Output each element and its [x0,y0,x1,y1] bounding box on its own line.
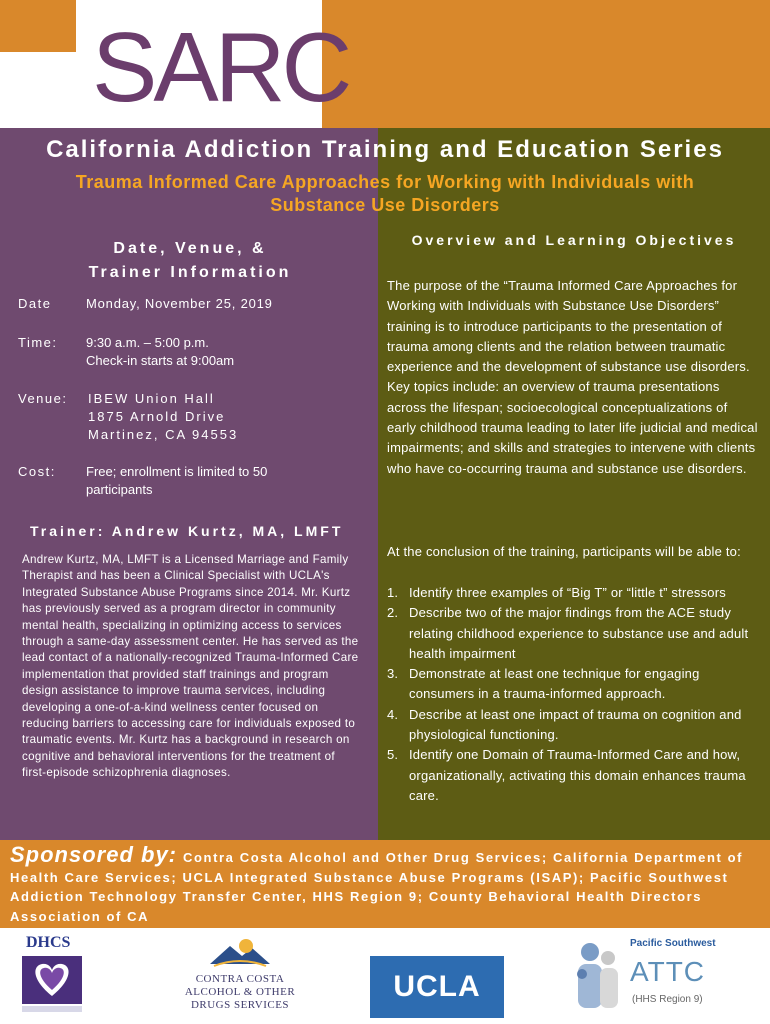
time-value-line-2: Check-in starts at 9:00am [86,353,235,368]
sarc-logo: SARC [92,12,349,122]
objective-number: 4. [387,706,399,722]
objective-number: 1. [387,585,399,600]
dhcs-logo-text: DHCS [26,934,71,951]
objective-text: Describe at least one impact of trauma on cognition and physiological functioning. [409,706,742,743]
objective-text: Identify one Domain of Trauma-Informed Care and how, organizationally, activating this domain enhances trauma care. [409,747,746,803]
time-value [86,334,358,370]
attc-region: (HHS Region 9) [632,994,703,1005]
info-heading-line-2: Trainer Information [88,264,292,281]
venue-line-2: 1875 Arnold Drive [88,409,226,424]
objective-text: Identify three examples of “Big T” or “little t” stressors [409,585,726,600]
overview-text: The purpose of the “Trauma Informed Care Approaches for Working with Individuals with Substance Use Disorders” training is to introduce participants to the presentation of trauma among clients and the relation between traumatic experience and the development of substance use disorders. Key topics include: an overview of trauma presentations across the lifespan; socioecological conceptualizations of early childhood trauma leading to later life judicial and medical impairments; and skills and strategies to intervene with clients who have co-occurring trauma and substance use disorders. [387,278,758,476]
date-value: Monday, November 25, 2019 [86,296,273,311]
dhcs-logo [18,934,88,1018]
attc-region-name: Pacific Southwest [630,938,716,949]
objective-item [387,705,759,746]
objective-item [387,583,759,603]
venue-value [88,390,360,444]
objective-item [387,745,759,806]
cost-line-2: participants [86,482,153,497]
info-heading-line-1: Date, Venue, & [113,240,267,257]
trainer-heading: Trainer: Andrew Kurtz, MA, LMFT [30,523,344,539]
sponsor-text [10,842,762,926]
training-title-line-2: Substance Use Disorders [270,195,500,215]
header-accent-left [0,0,76,52]
venue-line-3: Martinez, CA 94553 [88,427,239,442]
date-label: Date [18,296,52,311]
sponsor-list: Contra Costa Alcohol and Other Drug Services; California Department of Health Care Services; UCLA Integrated Substance Abuse Programs (ISAP); Pacific Southwest Addiction Technology Transfer Center, HHS Region 9; County Behavioral Health Directors Association of CA [10,850,744,924]
attc-logo [568,934,758,1018]
cost-value [86,463,358,499]
objective-text: Demonstrate at least one technique for engaging consumers in a trauma-informed approach. [409,666,700,702]
outcomes-intro: At the conclusion of the training, participants will be able to: [387,544,741,559]
ucla-logo: UCLA [370,956,504,1018]
objective-number: 2. [387,605,399,621]
objective-text: Describe two of the major findings from the ACE study relating childhood experience to substance use and adult health impairment [409,605,749,661]
contra-costa-line-1: CONTRA COSTA [195,973,285,985]
people-icon [568,934,628,1018]
cost-label: Cost: [18,464,56,479]
sunrise-icon [204,934,276,968]
venue-line-1: IBEW Union Hall [88,391,215,406]
contra-costa-line-2: ALCOHOL & OTHER [184,986,296,998]
objective-number: 5. [387,747,399,763]
series-title: California Addiction Training and Education Series [46,136,724,163]
contra-costa-logo [176,934,304,1018]
objective-item [387,664,759,705]
training-title-line-1: Trauma Informed Care Approaches for Working with Individuals with [75,172,695,192]
time-label: Time: [18,335,58,350]
contra-costa-line-3: DRUGS SERVICES [190,999,290,1011]
sponsor-label: Sponsored by: [10,842,178,867]
objective-item [387,603,759,664]
objective-number: 3. [387,666,399,682]
cost-line-1: Free; enrollment is limited to 50 [86,464,268,479]
info-heading [40,237,340,285]
learning-objectives [387,583,759,806]
venue-label: Venue: [18,391,68,406]
attc-logo-text: ATTC [630,956,706,987]
header-accent-right [322,0,770,128]
overview-heading: Overview and Learning Objectives [411,232,737,248]
time-value-line-1: 9:30 a.m. – 5:00 p.m. [86,335,209,350]
trainer-bio: Andrew Kurtz, MA, LMFT is a Licensed Marriage and Family Therapist and has been a Clinical Specialist with UCLA's Integrated Substance Abuse Programs since 2014. Mr. Kurtz has previously served as a program director in community mental health, specializing in optimizing access to services through a same-day assessment center. He has served as the lead contact of a nationally-recognized Trauma-Informed Care implementation that provided staff trainings and program design assistance to improve trauma services, including developing a one-of-a-kind wellness center focused on reducing barriers to accessing care for individuals exposed to traumatic events. Mr. Kurtz has a background in research on cognitive and behavioral interventions for the treatment of first-episode schizophrenia diagnoses. [22,553,359,780]
training-title [20,171,750,217]
